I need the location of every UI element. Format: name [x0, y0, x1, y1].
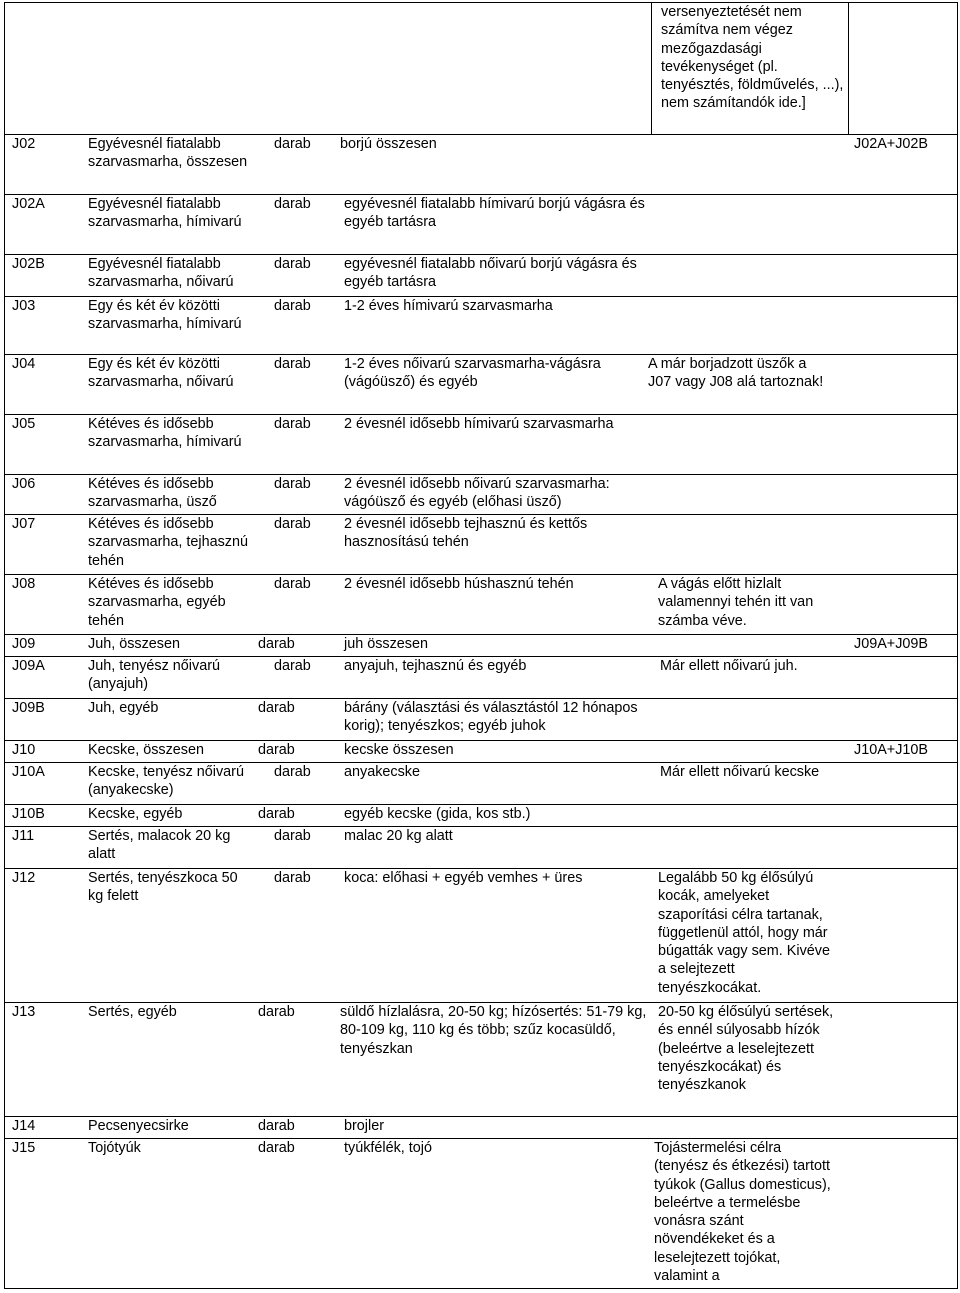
row-code: J09	[12, 636, 36, 652]
row-name: Egyévesnél fiatalabb szarvasmarha, nőivarú	[88, 256, 234, 291]
row-description: egyéb kecske (gida, kos stb.)	[344, 806, 531, 822]
row-unit: darab	[258, 742, 295, 758]
row-code: J04	[12, 356, 36, 372]
row-name: Egyévesnél fiatalabb szarvasmarha, összesen	[88, 136, 248, 171]
row-name: Juh, tenyész nőivarú (anyajuh)	[88, 658, 224, 693]
row-name: Kétéves és idősebb szarvasmarha, hímivarú	[88, 416, 242, 451]
row-name: Egy és két év közötti szarvasmarha, hímivarú	[88, 298, 242, 333]
table-row	[4, 868, 958, 1003]
row-code: J02A	[12, 196, 45, 212]
row-note: 20-50 kg élősúlyú sertések, és ennél súlyosabb hízók (beleértve a leselejtezett tenyészkocákat) és tenyészkanok	[658, 1004, 838, 1094]
row-unit: darab	[274, 658, 311, 674]
row-unit: darab	[274, 476, 311, 492]
row-sum: J10A+J10B	[854, 742, 929, 758]
row-description: 1-2 éves hímivarú szarvasmarha	[344, 298, 553, 314]
row-unit: darab	[258, 700, 295, 716]
row-unit: darab	[274, 356, 311, 372]
row-code: J08	[12, 576, 36, 592]
row-description: malac 20 kg alatt	[344, 828, 453, 844]
row-description: 2 évesnél idősebb tejhasznú és kettős hasznosítású tehén	[344, 516, 592, 551]
row-description: 1-2 éves nőivarú szarvasmarha-vágásra (vágóüsző) és egyéb	[344, 356, 605, 391]
row-unit: darab	[274, 256, 311, 272]
row-name: Sertés, malacok 20 kg alatt	[88, 828, 235, 863]
row-unit: darab	[274, 416, 311, 432]
row-description: anyakecske	[344, 764, 420, 780]
row-description: anyajuh, tejhasznú és egyéb	[344, 658, 527, 674]
table-row	[4, 634, 958, 657]
table-row	[4, 254, 958, 297]
row-code: J05	[12, 416, 36, 432]
row-code: J14	[12, 1118, 36, 1134]
row-code: J10	[12, 742, 36, 758]
row-name: Sertés, tenyészkoca 50 kg felett	[88, 870, 242, 905]
table-row	[4, 826, 958, 869]
table-row	[4, 134, 958, 195]
row-description: borjú összesen	[340, 136, 437, 152]
table-row	[4, 698, 958, 741]
row-unit: darab	[274, 764, 311, 780]
row-note: Már ellett nőivarú juh.	[660, 658, 798, 674]
row-description: kecske összesen	[344, 742, 454, 758]
table-row	[4, 296, 958, 355]
row-code: J13	[12, 1004, 36, 1020]
row-name: Egy és két év közötti szarvasmarha, nőivarú	[88, 356, 234, 391]
row-unit: darab	[274, 828, 311, 844]
row-code: J02	[12, 136, 36, 152]
table-row	[4, 762, 958, 805]
row-name: Kecske, egyéb	[88, 806, 183, 822]
row-code: J06	[12, 476, 36, 492]
row-name: Pecsenyecsirke	[88, 1118, 189, 1134]
table-row	[4, 514, 958, 575]
row-code: J10A	[12, 764, 45, 780]
row-name: Kecske, összesen	[88, 742, 204, 758]
row-name: Juh, egyéb	[88, 700, 159, 716]
table-row	[4, 474, 958, 515]
row-note: Legalább 50 kg élősúlyú kocák, amelyeket szaporítási célra tartanak, függetlenül attól, hogy már búgatták vagy sem. Kivéve a selejtezett tenyészkocákat.	[658, 870, 834, 996]
row-code: J10B	[12, 806, 45, 822]
row-description: koca: előhasi + egyéb vemhes + üres	[344, 870, 583, 886]
row-code: J11	[12, 828, 35, 844]
table-row	[4, 1002, 958, 1117]
row-code: J09A	[12, 658, 45, 674]
row-description: süldő hízlalásra, 20-50 kg; hízósertés: 51-79 kg, 80-109 kg, 110 kg és több; szűz kocasüldő, tenyészkan	[340, 1004, 651, 1057]
row-name: Egyévesnél fiatalabb szarvasmarha, hímivarú	[88, 196, 242, 231]
row-unit: darab	[258, 806, 295, 822]
continued-note: versenyeztetését nem számítva nem végez mezőgazdasági tevékenységet (pl. tenyésztés, földművelés, ...), nem számítandók ide.]	[661, 4, 844, 112]
row-description: 2 évesnél idősebb nőivarú szarvasmarha: vágóüsző és egyéb (előhasi üsző)	[344, 476, 614, 511]
row-sum: J09A+J09B	[854, 636, 929, 652]
row-code: J15	[12, 1140, 36, 1156]
table-row	[4, 1138, 958, 1290]
row-description: egyévesnél fiatalabb hímivarú borjú vágásra és egyéb tartásra	[344, 196, 649, 231]
column-divider	[651, 2, 652, 134]
row-note: Már ellett nőivarú kecske	[660, 764, 820, 780]
row-description: bárány (választási és választástól 12 hónapos korig); tenyészkos; egyéb juhok	[344, 700, 642, 735]
row-description: egyévesnél fiatalabb nőivarú borjú vágásra és egyéb tartásra	[344, 256, 641, 291]
row-name: Kétéves és idősebb szarvasmarha, tejhasznú tehén	[88, 516, 252, 569]
table-row	[4, 1116, 958, 1139]
row-unit: darab	[258, 1140, 295, 1156]
row-description: juh összesen	[344, 636, 428, 652]
row-description: tyúkfélék, tojó	[344, 1140, 432, 1156]
row-name: Juh, összesen	[88, 636, 180, 652]
row-description: brojler	[344, 1118, 384, 1134]
column-divider	[848, 2, 849, 134]
table-row	[4, 414, 958, 475]
row-code: J02B	[12, 256, 45, 272]
row-note: A vágás előtt hizlalt valamennyi tehén itt van számba véve.	[658, 576, 818, 629]
row-unit: darab	[274, 576, 311, 592]
row-code: J07	[12, 516, 36, 532]
row-unit: darab	[274, 516, 311, 532]
row-code: J09B	[12, 700, 45, 716]
row-description: 2 évesnél idősebb hímivarú szarvasmarha	[344, 416, 614, 432]
row-note: Tojástermelési célra (tenyész és étkezési) tartott tyúkok (Gallus domesticus), beleértve a termelésbe vonásra szánt növendékeket és a leselejtezett tojókat, valamint a	[654, 1140, 835, 1285]
row-description: 2 évesnél idősebb húshasznú tehén	[344, 576, 574, 592]
table-row	[4, 656, 958, 699]
row-name: Kétéves és idősebb szarvasmarha, üsző	[88, 476, 218, 511]
row-unit: darab	[258, 636, 295, 652]
row-code: J03	[12, 298, 36, 314]
row-unit: darab	[274, 870, 311, 886]
row-unit: darab	[274, 196, 311, 212]
row-name: Kétéves és idősebb szarvasmarha, egyéb tehén	[88, 576, 230, 629]
table-row	[4, 740, 958, 763]
row-sum: J02A+J02B	[854, 136, 929, 152]
table-row	[4, 194, 958, 255]
row-code: J12	[12, 870, 36, 886]
row-unit: darab	[258, 1118, 295, 1134]
row-unit: darab	[258, 1004, 295, 1020]
row-name: Kecske, tenyész nőivarú (anyakecske)	[88, 764, 248, 799]
row-name: Tojótyúk	[88, 1140, 141, 1156]
table-row	[4, 804, 958, 827]
row-unit: darab	[274, 136, 311, 152]
row-note: A már borjadzott üszők a J07 vagy J08 alá tartoznak!	[648, 356, 824, 391]
table-row	[4, 354, 958, 415]
row-unit: darab	[274, 298, 311, 314]
table-row	[4, 574, 958, 635]
row-name: Sertés, egyéb	[88, 1004, 177, 1020]
